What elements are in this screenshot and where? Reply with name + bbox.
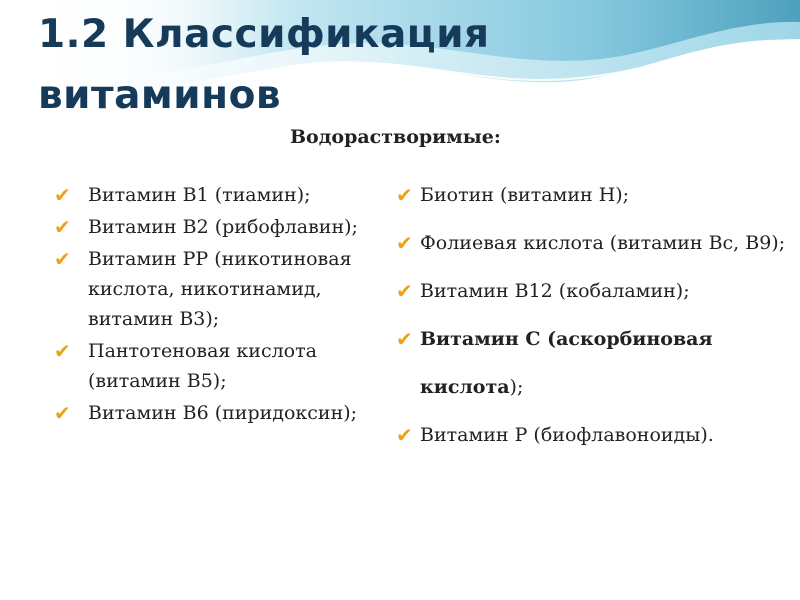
list-item [396,267,796,315]
list-item [396,171,796,219]
list-item-text: Витамин В1 (тиамин); [88,184,311,206]
check-mark-icon: ✔ [54,183,71,207]
slide-title-line1: 1.2 Классификация [38,12,490,57]
section-subtitle: Водорастворимые: [290,126,501,148]
check-mark-icon: ✔ [396,279,413,303]
list-item-text: Витамин В2 (рибофлавин); [88,216,358,238]
list-item [54,398,384,428]
check-mark-icon: ✔ [396,231,413,255]
slide-title-line2: витаминов [38,73,282,118]
check-mark-icon: ✔ [54,247,71,271]
list-item [396,315,796,411]
vitamin-list-left [54,180,384,430]
check-mark-icon: ✔ [396,423,413,447]
list-item [54,336,384,396]
check-mark-icon: ✔ [54,215,71,239]
list-item-text-tail: ); [509,376,524,398]
list-item [54,244,384,334]
check-mark-icon: ✔ [54,339,71,363]
list-item [54,180,384,210]
check-mark-icon: ✔ [396,183,413,207]
list-item [54,212,384,242]
list-item-text-bold: Витамин С (аскорбиновая кислота [420,328,713,398]
slide-title [38,4,678,126]
check-mark-icon: ✔ [54,401,71,425]
list-item-text: Фолиевая кислота (витамин Вс, В9); [420,232,786,254]
list-item-text: Витамин В12 (кобаламин); [420,280,690,302]
list-item-text: Витамин В6 (пиридоксин); [88,402,358,424]
vitamin-list-right [396,171,796,459]
list-item-text: Пантотеновая кислота (витамин В5); [88,340,317,392]
list-item-text: Витамин Р (биофлавоноиды). [420,424,714,446]
check-mark-icon: ✔ [396,327,413,351]
list-item-text: Биотин (витамин Н); [420,184,630,206]
list-item [396,219,796,267]
list-item-text: Витамин РР (никотиновая кислота, никотинамид, витамин В3); [88,248,352,330]
list-item [396,411,796,459]
